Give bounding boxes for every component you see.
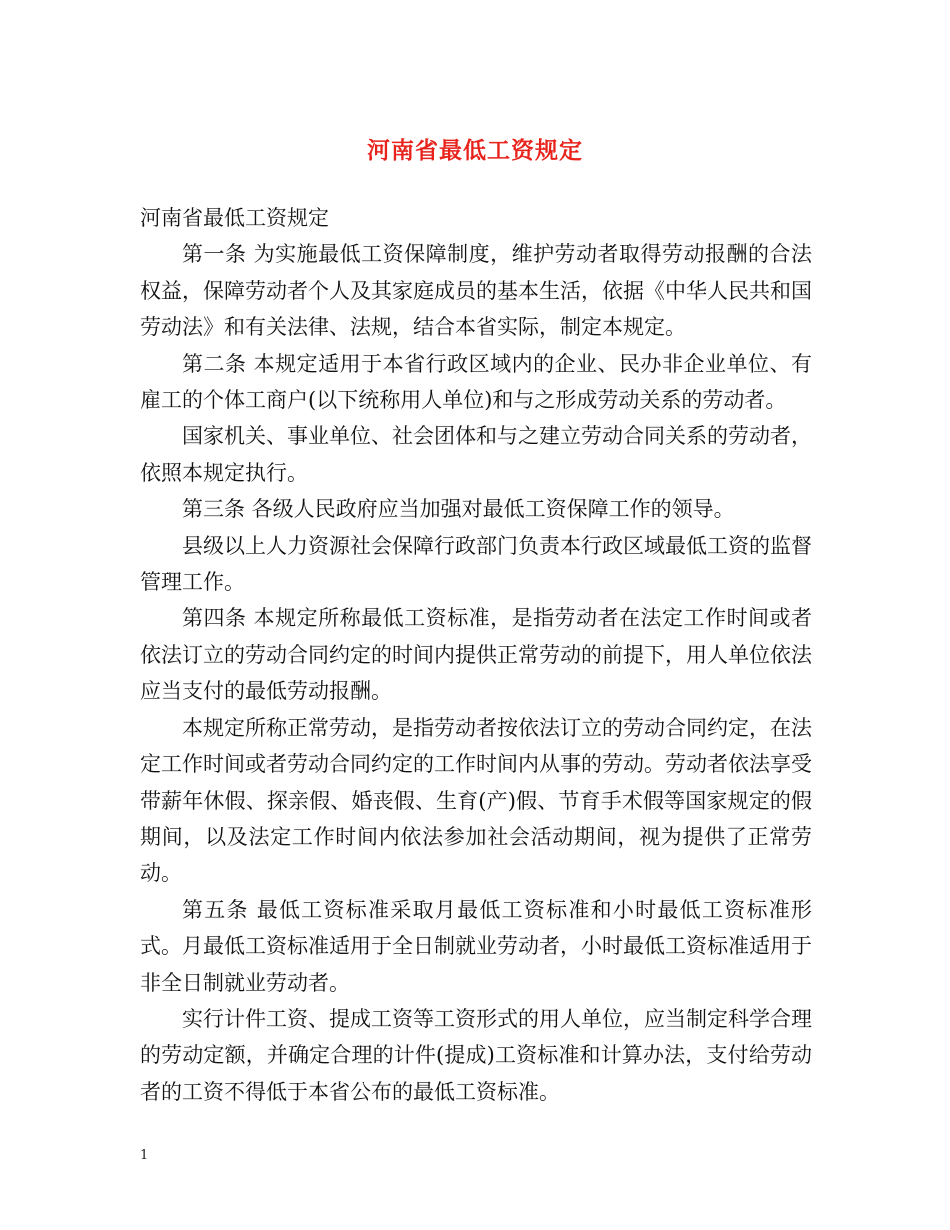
- document-title: 河南省最低工资规定: [367, 137, 583, 164]
- page-number: 1: [140, 1148, 149, 1163]
- paragraph-article-3: 第三条 各级人民政府应当加强对最低工资保障工作的领导。: [182, 497, 735, 522]
- body-subtitle: 河南省最低工资规定: [140, 206, 329, 230]
- paragraph-article-5: 第五条 最低工资标准采取月最低工资标准和小时最低工资标准形式。月最低工资标准适用于全日制就业劳动者，小时最低工资标准适用于非全日制就业劳动者。: [140, 897, 812, 995]
- paragraph-article-3-supervision: 县级以上人力资源社会保障行政部门负责本行政区域最低工资的监督管理工作。: [140, 533, 812, 595]
- document-body: [140, 200, 812, 1110]
- paragraph-article-4-normal-labor: 本规定所称正常劳动，是指劳动者按依法订立的劳动合同约定，在法定工作时间或者劳动合同约定的工作时间内从事的劳动。劳动者依法享受带薪年休假、探亲假、婚丧假、生育(产)假、节育手术假等国家规定的假期间，以及法定工作时间内依法参加社会活动期间，视为提供了正常劳动。: [140, 715, 812, 886]
- paragraph-article-1: 第一条 为实施最低工资保障制度，维护劳动者取得劳动报酬的合法权益，保障劳动者个人及其家庭成员的基本生活，依据《中华人民共和国劳动法》和有关法律、法规，结合本省实际，制定本规定。: [140, 242, 812, 340]
- paragraph-article-5-piecework: 实行计件工资、提成工资等工资形式的用人单位，应当制定科学合理的劳动定额，并确定合理的计件(提成)工资标准和计算办法，支付给劳动者的工资不得低于本省公布的最低工资标准。: [140, 1006, 812, 1104]
- paragraph-article-4: 第四条 本规定所称最低工资标准，是指劳动者在法定工作时间或者依法订立的劳动合同约定的时间内提供正常劳动的前提下，用人单位依法应当支付的最低劳动报酬。: [140, 606, 812, 704]
- paragraph-article-2: 第二条 本规定适用于本省行政区域内的企业、民办非企业单位、有雇工的个体工商户(以下统称用人单位)和与之形成劳动关系的劳动者。: [140, 351, 812, 413]
- paragraph-article-2-scope: 国家机关、事业单位、社会团体和与之建立劳动合同关系的劳动者，依照本规定执行。: [140, 424, 812, 485]
